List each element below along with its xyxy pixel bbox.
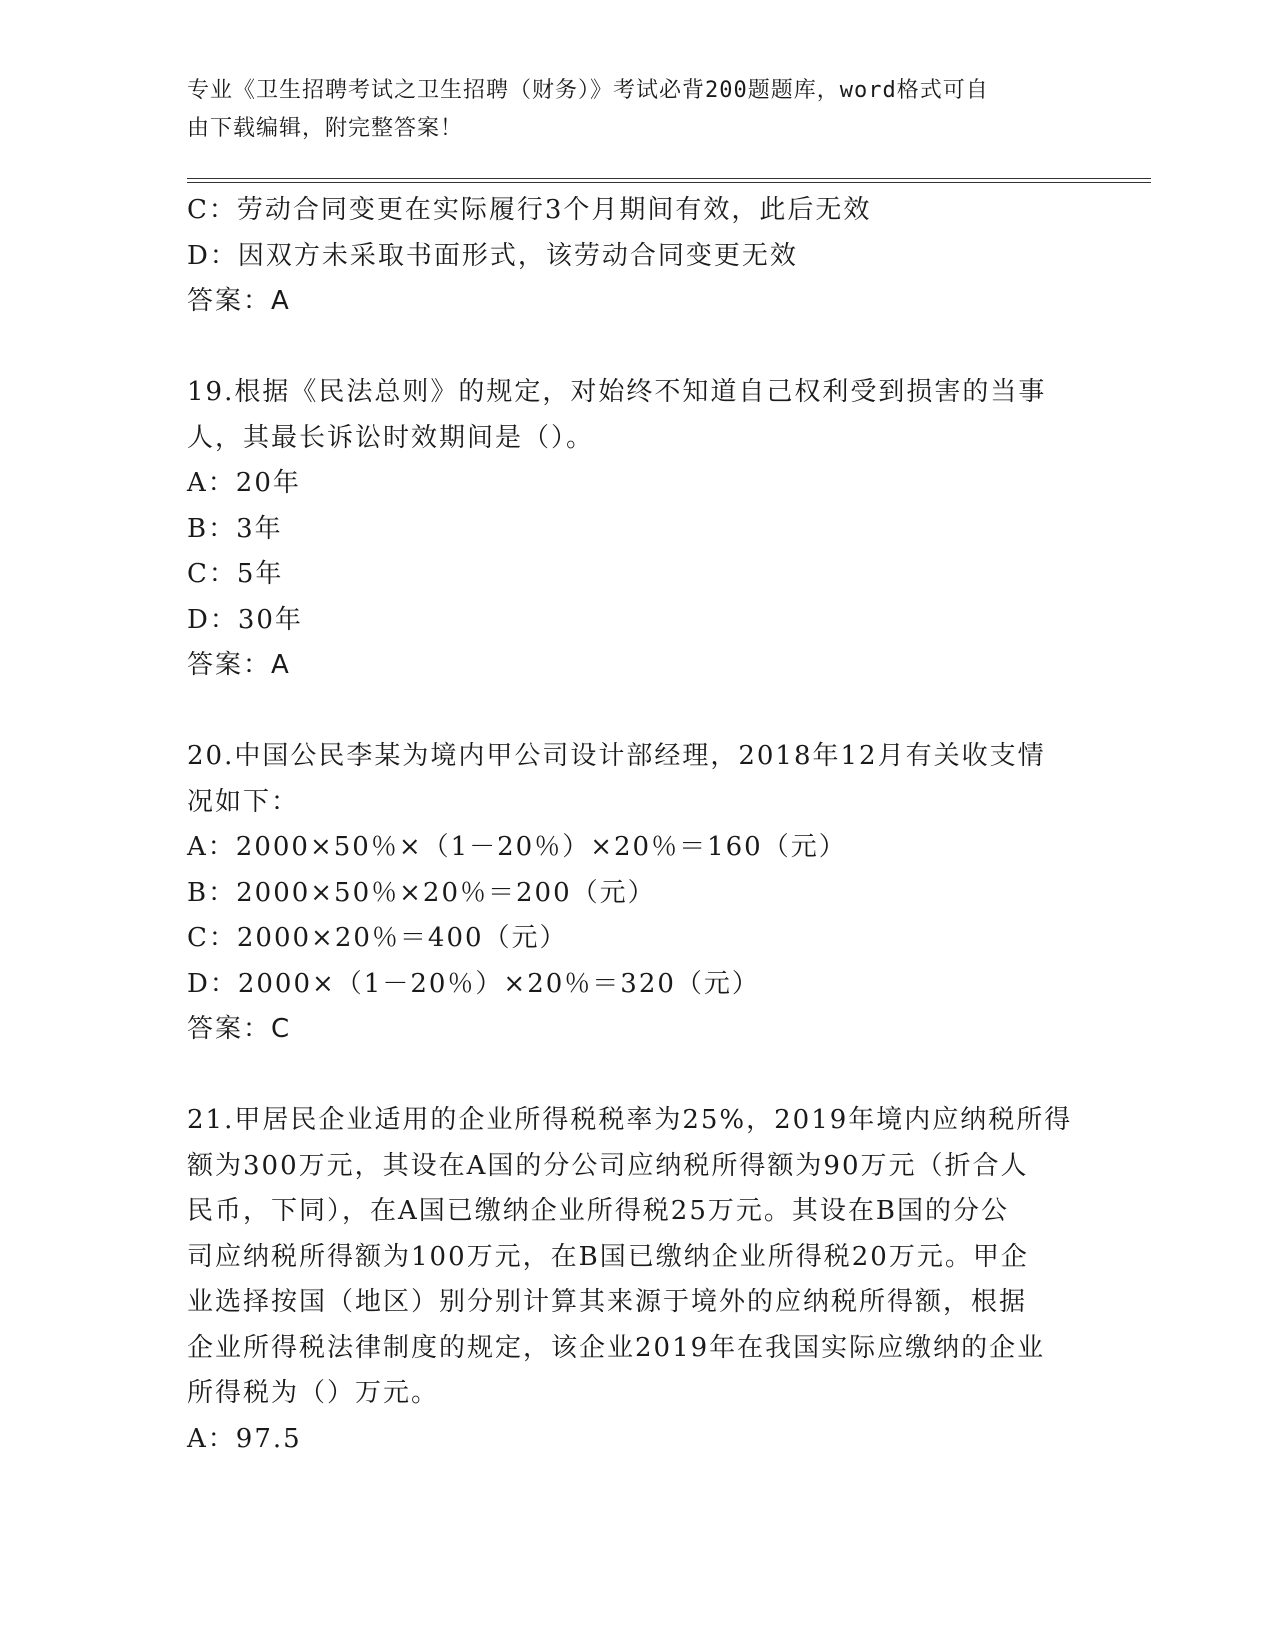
spacer — [187, 1053, 1087, 1099]
header-title-line-2: 由下载编辑，附完整答案！ — [187, 116, 464, 141]
spacer — [187, 325, 1087, 371]
document-body — [187, 188, 1087, 1462]
option-c: C：2000×20％＝400（元） — [187, 923, 568, 953]
option-d: D：30年 — [187, 604, 303, 635]
header-divider-bottom — [187, 182, 1151, 183]
question-stem-line: 民币，下同），在A国已缴纳企业所得税25万元。其设在B国的分公 — [187, 1196, 1009, 1226]
option-a: A：97.5 — [187, 1423, 302, 1454]
question-stem-line: 业选择按国（地区）别分别计算其来源于境外的应纳税所得额，根据 — [187, 1287, 1028, 1317]
answer-line: 答案：C — [187, 1014, 292, 1044]
question-stem-line: 企业所得税法律制度的规定，该企业2019年在我国实际应缴纳的企业 — [187, 1332, 1046, 1363]
header-divider-top — [187, 178, 1151, 179]
option-d: D：2000×（1－20％）×20％＝320（元） — [187, 968, 760, 999]
question-stem-line: 额为300万元，其设在A国的分公司应纳税所得额为90万元（折合人 — [187, 1150, 1029, 1181]
question-stem-line: 21.甲居民企业适用的企业所得税税率为25%，2019年境内应纳税所得 — [187, 1105, 1073, 1135]
question-21 — [187, 1098, 1087, 1462]
spacer — [187, 689, 1087, 735]
question-20 — [187, 734, 1087, 1053]
question-stem-line: 况如下： — [187, 786, 300, 817]
question-19 — [187, 370, 1087, 689]
header-title-line-1: 专业《卫生招聘考试之卫生招聘（财务）》考试必背200题题库，word格式可自 — [187, 78, 989, 103]
option-a: A：2000×50％×（1－20％）×20％＝160（元） — [187, 832, 847, 862]
question-stem-line: 司应纳税所得额为100万元，在B国已缴纳企业所得税20万元。甲企 — [187, 1241, 1029, 1272]
question-stem-line: 人，其最长诉讼时效期间是（）。 — [187, 422, 595, 453]
option-c: C：5年 — [187, 559, 284, 589]
answer-line: 答案：A — [187, 650, 291, 680]
option-d: D：因双方未采取书面形式，该劳动合同变更无效 — [187, 240, 798, 271]
answer-line: 答案：A — [187, 286, 291, 316]
question-stem-line: 20.中国公民李某为境内甲公司设计部经理，2018年12月有关收支情 — [187, 741, 1046, 771]
option-b: B：2000×50％×20％＝200（元） — [187, 877, 656, 908]
question-stem-line: 19.根据《民法总则》的规定，对始终不知道自己权利受到损害的当事 — [187, 377, 1047, 407]
option-b: B：3年 — [187, 513, 283, 544]
question-18-tail — [187, 188, 1087, 325]
option-a: A：20年 — [187, 468, 301, 498]
option-c: C：劳动合同变更在实际履行3个月期间有效，此后无效 — [187, 195, 872, 225]
question-stem-line: 所得税为（）万元。 — [187, 1378, 440, 1408]
document-header — [187, 72, 1067, 148]
